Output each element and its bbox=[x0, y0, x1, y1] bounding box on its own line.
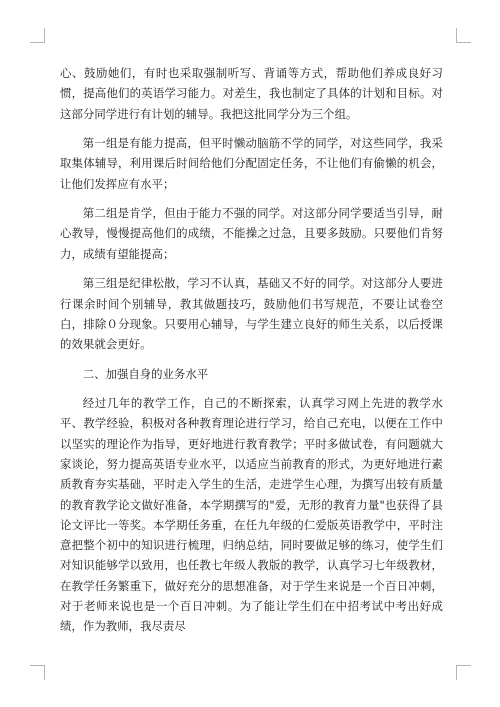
paragraph-group-two: 第二组是肯学，但由于能力不强的同学。对这部分同学要适当引导，耐心教导，慢慢提高他们的成绩，不能操之过急，且要多鼓励。只要他们肯努力，成绩有望能提高； bbox=[60, 206, 443, 261]
crop-mark-top-right bbox=[456, 28, 471, 43]
crop-mark-bottom-left bbox=[30, 665, 45, 680]
paragraph-continuation: 心、鼓励她们，有时也采取强制听写、背诵等方式，帮助他们养成良好习惯，提高他们的英语学习能力。对差生，我也制定了具体的计划和目标。对这部分同学进行有计划的辅导。我把这批同学分为三个组。 bbox=[60, 66, 443, 121]
paragraph-group-three: 第三组是纪律松散，学习不认真，基础又不好的同学。对这部分人要进行课余时间个别辅导，教其做题技巧，鼓励他们书写规范，不要让试卷空白，排除０分现象。只要用心辅导，与学生建立良好的师生关系，以后授课的效果就会更好。 bbox=[60, 276, 443, 352]
crop-mark-bottom-right bbox=[456, 665, 471, 680]
section-heading: 二、加强自身的业务水平 bbox=[82, 366, 209, 381]
paragraph-professional-level: 经过几年的教学工作，自己的不断探索，认真学习网上先进的教学水平、教学经验，积极对各种教育理论进行学习，给自己充电，以便在工作中以坚实的理论作为指导，更好地进行教育教学；平时多做试卷，有问题就大家谈论，努力提高英语专业水平，以适应当前教育的形式，为更好地进行素质教育夯实基础，平时走入学生的生活，走进学生心理，为撰写出较有质量的教育教学论文做好准备，本学期撰写的"爱，无形的教育力量"也获得了县论文评比一等奖。本学期任务重，在任九年级的仁爱版英语教学中，平时注意把整个初中的知识进行梳理，归纳总结，同时要做足够的练习，使学生们对知识能够学以致用，也任教七年级人教版的教学，认真学习七年级教材，在教学任务繁重下，做好充分的思想准备，对于学生来说是一个百日冲刺，对于老师来说也是一个百日冲刺。为了能让学生们在中招考试中考出好成绩，作为教师，我尽责尽 bbox=[60, 396, 443, 634]
paragraph-group-one: 第一组是有能力提高，但平时懒动脑筋不学的同学，对这些同学，我采取集体辅导，利用课后时间给他们分配固定任务，不让他们有偷懒的机会，让他们发挥应有水平； bbox=[60, 136, 443, 191]
document-body bbox=[60, 63, 443, 646]
crop-mark-top-left bbox=[30, 28, 45, 43]
